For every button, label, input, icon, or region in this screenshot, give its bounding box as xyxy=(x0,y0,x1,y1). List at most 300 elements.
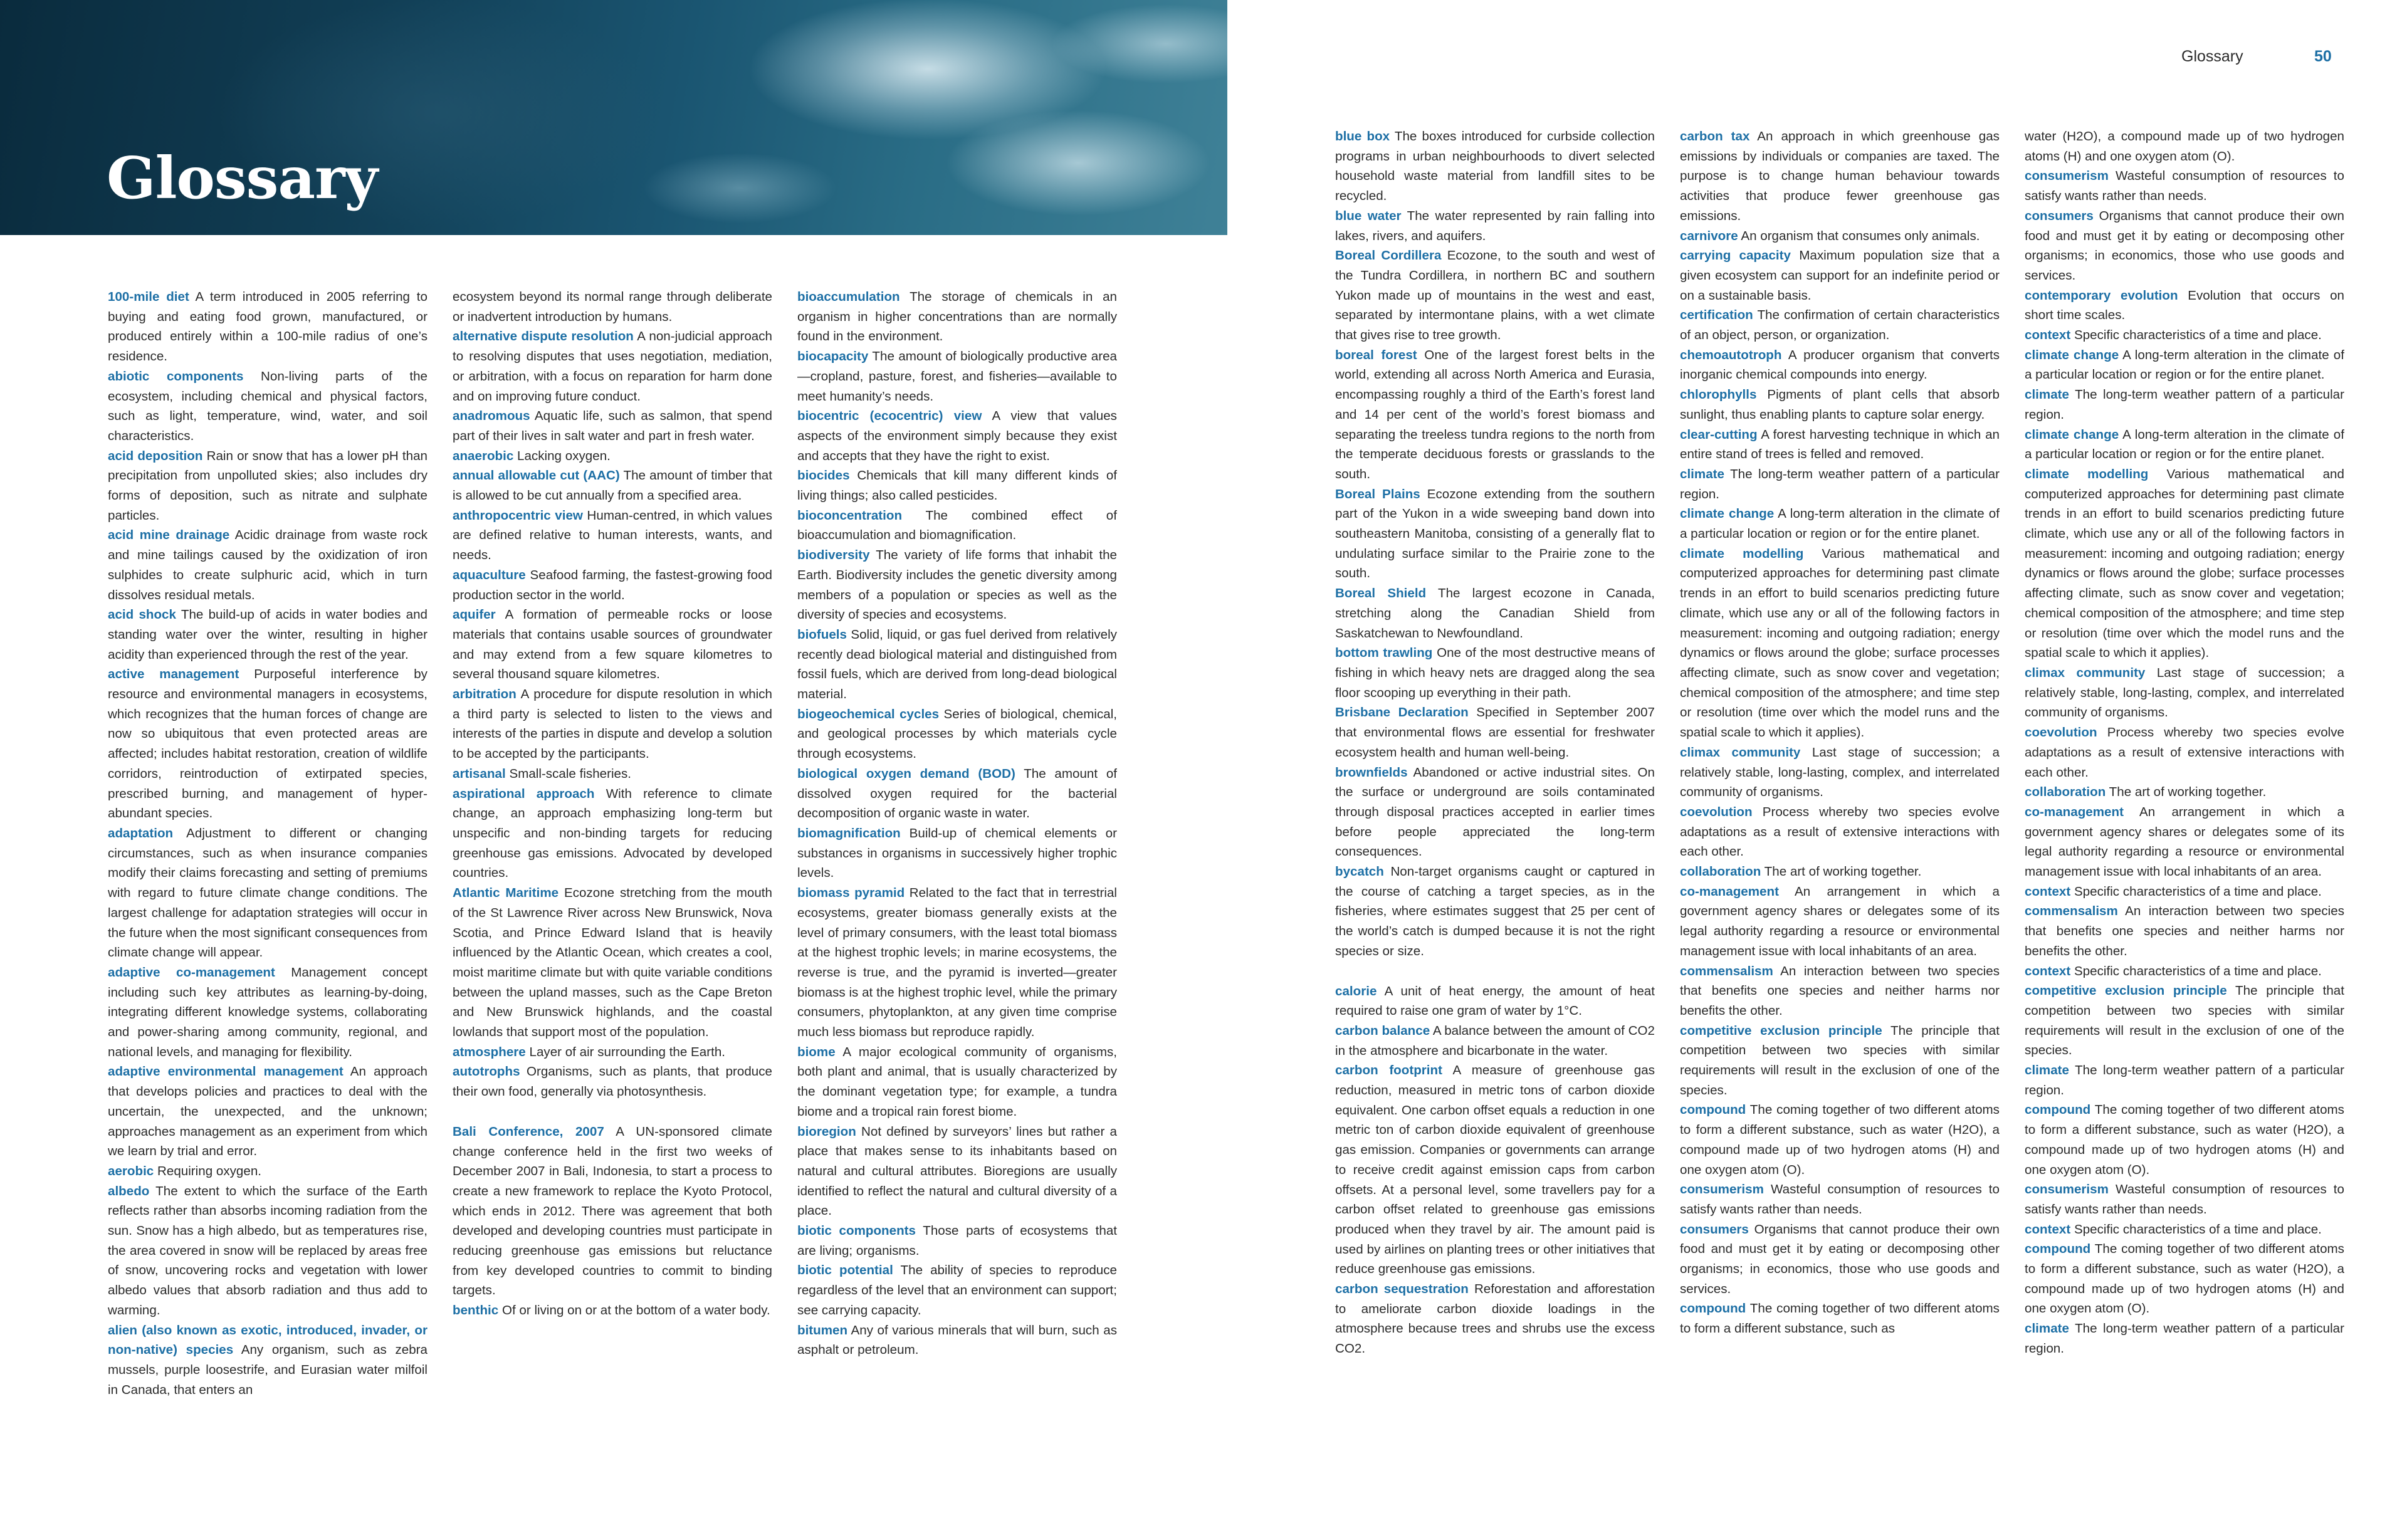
glossary-entry xyxy=(453,506,772,565)
glossary-definition: Evolution that occurs on short time scales. xyxy=(2025,288,2344,323)
glossary-term: Boreal Shield xyxy=(1335,586,1427,601)
glossary-entry xyxy=(1335,1021,1655,1061)
glossary-definition: Pigments of plant cells that absorb sunlight, thus enabling plants to capture solar energy. xyxy=(1680,387,2000,422)
glossary-entry xyxy=(1680,425,2000,464)
glossary-term: bioconcentration xyxy=(797,508,903,523)
glossary-term: chlorophylls xyxy=(1680,387,1757,402)
glossary-term: alternative dispute resolution xyxy=(453,329,634,344)
glossary-term: autotrophs xyxy=(453,1064,520,1079)
glossary-term: abiotic components xyxy=(108,369,244,384)
glossary-term: calorie xyxy=(1335,983,1377,998)
glossary-term: competitive exclusion principle xyxy=(2025,983,2227,998)
glossary-definition: A forest harvesting technique in which an entire stand of trees is felled and removed. xyxy=(1680,427,2000,462)
glossary-term: blue water xyxy=(1335,208,1402,223)
ocean-header-image xyxy=(0,0,1227,235)
glossary-definition: Any organism, such as zebra mussels, purple loosestrife, and Eurasian water milfoil in Canada, that enters an xyxy=(108,1343,427,1397)
glossary-definition: Specific characteristics of a time and place. xyxy=(2074,328,2322,343)
glossary-term: climate xyxy=(1680,466,1724,481)
glossary-entry xyxy=(453,1301,772,1321)
page-title: Glossary xyxy=(107,144,378,212)
glossary-entry xyxy=(797,883,1117,1042)
glossary-definition: Series of biological, chemical, and geological processes by which materials cycle through ecosystems. xyxy=(797,706,1117,762)
glossary-entry xyxy=(797,506,1117,545)
glossary-entry xyxy=(797,625,1117,705)
glossary-term: commensalism xyxy=(1680,963,1773,978)
glossary-definition: With reference to climate change, an approach emphasizing long-term but unspecific and non-binding targets for reducing greenhouse gas emissions. Advocated by developed countries. xyxy=(453,786,772,881)
glossary-entry xyxy=(2025,723,2344,782)
glossary-definition: Process whereby two species evolve adaptations as a result of extensive interactions with each other. xyxy=(1680,804,2000,859)
glossary-entry xyxy=(453,466,772,505)
glossary-entry xyxy=(2025,127,2344,166)
glossary-term: adaptive environmental management xyxy=(108,1064,343,1079)
glossary-definition: Various mathematical and computerized approaches for determining past climate trends in an effort to build scenarios predicting future climate, which use any or all of the following factors in measurement: incoming and outgoing radiation; energy dynamics or flows around the globe; surface processes affecting climate, such as snow cover and vegetation; chemical composition of the atmosphere; and time step or resolution (time over which the model runs and the spatial scale to which it applies). xyxy=(2025,466,2344,661)
glossary-entry xyxy=(1680,1100,2000,1180)
glossary-term: carrying capacity xyxy=(1680,248,1791,263)
glossary-entry xyxy=(108,1062,427,1161)
glossary-definition: One of the largest forest belts in the world, extending all across North America and Eurasia, encompassing roughly a third of the Earth’s forest land and 14 per cent of the world’s forest biomass and separating the treeless tundra regions to the north from the temperate deciduous forests or grasslands to the south. xyxy=(1335,347,1655,481)
glossary-term: biocides xyxy=(797,468,850,483)
glossary-term: co-management xyxy=(2025,804,2124,819)
glossary-entry xyxy=(1680,802,2000,862)
glossary-definition: A formation of permeable rocks or loose materials that contains usable sources of groundwater and may extend from a few square kilometres to several thousand square kilometres. xyxy=(453,607,772,682)
glossary-term: contemporary evolution xyxy=(2025,288,2178,303)
glossary-term: co-management xyxy=(1680,884,1779,899)
glossary-definition: The coming together of two different atoms to form a different substance, such as water (H2O), a compound made up of two hydrogen atoms (H) and one oxygen atom (O). xyxy=(1680,1103,2000,1177)
glossary-definition: A long-term alteration in the climate of a particular location or region or for the entire planet. xyxy=(2025,347,2344,382)
glossary-entry xyxy=(1335,982,1655,1021)
glossary-definition: The principle that competition between two species with similar requirements will result in the exclusion of one of the species. xyxy=(2025,983,2344,1058)
glossary-entry xyxy=(1680,226,2000,246)
glossary-term: aquaculture xyxy=(453,567,526,582)
glossary-entry xyxy=(1335,862,1655,961)
glossary-entry xyxy=(2025,882,2344,902)
glossary-definition: Specific characteristics of a time and place. xyxy=(2074,1222,2322,1237)
glossary-definition: Chemicals that kill many different kinds of living things; also called pesticides. xyxy=(797,468,1117,503)
glossary-entry xyxy=(108,367,427,446)
glossary-entry xyxy=(108,1321,427,1400)
glossary-entry xyxy=(2025,961,2344,982)
glossary-term: compound xyxy=(1680,1103,1746,1118)
glossary-term: alien (also known as exotic, introduced, invader, or non-native) species xyxy=(108,1323,427,1358)
glossary-entry xyxy=(453,605,772,684)
glossary-term: chemoautotroph xyxy=(1680,347,1782,362)
glossary-term: annual allowable cut (AAC) xyxy=(453,468,620,483)
glossary-entry xyxy=(1680,1299,2000,1338)
glossary-entry xyxy=(2025,286,2344,325)
glossary-definition: water (H2O), a compound made up of two hydrogen atoms (H) and one oxygen atom (O). xyxy=(2025,129,2344,164)
glossary-term: collaboration xyxy=(2025,785,2106,800)
glossary-definition: The ability of species to reproduce regardless of the level that an environment can support; see carrying capacity. xyxy=(797,1263,1117,1317)
glossary-term: carbon sequestration xyxy=(1335,1282,1469,1297)
glossary-entry xyxy=(2025,425,2344,464)
glossary-entry xyxy=(1335,1279,1655,1359)
glossary-definition: Ecozone stretching from the mouth of the St Lawrence River across New Brunswick, Nova Scotia, and Prince Edward Island that is heavily influenced by the Atlantic Ocean, which creates a cool, moist maritime climate but with quite variable conditions between the upland masses, such as the Cape Breton and New Brunswick highlands, and the coastal lowlands that support most of the population. xyxy=(453,886,772,1040)
glossary-definition: Rain or snow that has a lower pH than precipitation from unpolluted skies; also includes dry forms of deposition, such as nitrate and sulphate particles. xyxy=(108,448,427,523)
glossary-definition: A producer organism that converts inorganic chemical compounds into energy. xyxy=(1680,347,2000,382)
glossary-term: consumerism xyxy=(2025,169,2109,184)
glossary-entry xyxy=(2025,663,2344,723)
glossary-definition: The long-term weather pattern of a particular region. xyxy=(2025,1321,2344,1356)
glossary-term: carbon tax xyxy=(1680,129,1750,144)
glossary-entry xyxy=(453,1062,772,1101)
glossary-term: biotic potential xyxy=(797,1263,893,1278)
glossary-term: bottom trawling xyxy=(1335,646,1433,661)
glossary-term: biotic components xyxy=(797,1223,916,1239)
glossary-definition: Purposeful interference by resource and environmental managers in ecosystems, which recognizes that the human forces of change are now so ubiquitous that even protected areas are affected; includes habitat restoration, creation of wildlife corridors, reintroduction of extirpated species, prescribed burning, and management of hyper-abundant species. xyxy=(108,667,427,821)
glossary-definition: Last stage of succession; a relatively stable, long-lasting, complex, and interrelated community of organisms. xyxy=(2025,665,2344,720)
glossary-definition: Wasteful consumption of resources to satisfy wants rather than needs. xyxy=(2025,169,2344,204)
glossary-definition: The amount of biologically productive area—cropland, pasture, forest, and fisheries—available to meet humanity’s needs. xyxy=(797,349,1117,404)
glossary-term: acid mine drainage xyxy=(108,528,230,543)
glossary-entry xyxy=(2025,345,2344,385)
glossary-definition: A non-judicial approach to resolving disputes that uses negotiation, mediation, or arbitration, with a focus on reparation for harm done and on improving future conduct. xyxy=(453,329,772,404)
glossary-entry xyxy=(2025,1180,2344,1219)
glossary-definition: Of or living on or at the bottom of a water body. xyxy=(501,1303,770,1318)
glossary-entry xyxy=(1680,882,2000,961)
glossary-definition: Organisms, such as plants, that produce their own food, generally via photosynthesis. xyxy=(453,1064,772,1099)
glossary-definition: Last stage of succession; a relatively stable, long-lasting, complex, and interrelated community of organisms. xyxy=(1680,745,2000,800)
glossary-definition: Lacking oxygen. xyxy=(517,448,611,463)
glossary-term: climate change xyxy=(2025,427,2119,442)
glossary-entry xyxy=(1335,206,1655,246)
glossary-definition: The art of working together. xyxy=(1764,864,1922,879)
glossary-definition: A procedure for dispute resolution in which a third party is selected to listen to the views and interests of the parties in dispute and develop a solution to be accepted by the participants. xyxy=(453,687,773,762)
glossary-definition: Wasteful consumption of resources to satisfy wants rather than needs. xyxy=(1680,1182,2000,1217)
glossary-term: boreal forest xyxy=(1335,347,1417,362)
glossary-column-5 xyxy=(1680,127,2000,1339)
glossary-entry xyxy=(453,446,772,466)
glossary-term: Bali Conference, 2007 xyxy=(453,1124,604,1139)
glossary-definition: The confirmation of certain characteristics of an object, person, or organization. xyxy=(1680,308,2000,343)
glossary-definition: The coming together of two different atoms to form a different substance, such as water (H2O), a compound made up of two hydrogen atoms (H) and one oxygen atom (O). xyxy=(2025,1242,2344,1316)
glossary-definition: Non-target organisms caught or captured in the course of catching a target species, as in the fisheries, where estimates suggest that 25 per cent of the world’s catch is dumped because it is not the right species or size. xyxy=(1335,864,1655,958)
glossary-definition: The coming together of two different atoms to form a different substance, such as water (H2O), a compound made up of two hydrogen atoms (H) and one oxygen atom (O). xyxy=(2025,1103,2344,1177)
glossary-term: 100-mile diet xyxy=(108,290,189,304)
glossary-definition: Process whereby two species evolve adaptations as a result of extensive interactions with each other. xyxy=(2025,725,2344,780)
glossary-definition: Management concept including such key attributes as learning-by-doing, integrating different knowledge systems, collaborating and power-sharing among community, regional, and national levels, and managing for flexibility. xyxy=(108,965,427,1059)
glossary-entry xyxy=(2025,1239,2344,1319)
glossary-term: competitive exclusion principle xyxy=(1680,1023,1882,1038)
glossary-column-2 xyxy=(453,287,772,1321)
glossary-entry xyxy=(797,406,1117,466)
glossary-entry xyxy=(797,705,1117,764)
glossary-entry xyxy=(2025,782,2344,802)
glossary-term: aquifer xyxy=(453,607,496,622)
glossary-definition: Adjustment to different or changing circumstances, such as when insurance companies modify their claims forecasting and setting of premiums with regard to future climate change conditions. The largest challenge for adaptation strategies will occur in the future when the most significant consequences from climate change will appear. xyxy=(108,825,427,960)
glossary-term: biome xyxy=(797,1044,836,1059)
glossary-entry xyxy=(108,1161,427,1181)
glossary-term: context xyxy=(2025,884,2071,899)
glossary-definition: Reforestation and afforestation to ameliorate carbon dioxide loadings in the atmosphere because trees and shrubs use the excess CO2. xyxy=(1335,1282,1655,1356)
glossary-definition: A major ecological community of organisms, both plant and animal, that is usually characterized by the dominant vegetation type; for example, a tundra biome and a tropical rain forest biome. xyxy=(797,1044,1117,1119)
glossary-entry xyxy=(2025,901,2344,961)
glossary-term: bioaccumulation xyxy=(797,290,900,304)
glossary-term: carbon footprint xyxy=(1335,1063,1442,1078)
glossary-entry xyxy=(453,406,772,446)
glossary-term: aspirational approach xyxy=(453,786,595,801)
glossary-entry xyxy=(797,545,1117,625)
glossary-term: active management xyxy=(108,667,239,682)
glossary-entry xyxy=(797,1260,1117,1320)
glossary-entry xyxy=(453,684,772,764)
glossary-term: climate xyxy=(2025,387,2069,402)
glossary-definition: Solid, liquid, or gas fuel derived from relatively recently dead biological material and distinguished from fossil fuels, which are derived from long-dead biological material. xyxy=(797,627,1117,702)
glossary-definition: Build-up of chemical elements or substances in organisms in successively higher trophic levels. xyxy=(797,825,1117,881)
glossary-entry xyxy=(797,1122,1117,1222)
glossary-definition: A measure of greenhouse gas reduction, measured in metric tons of carbon dioxide equivalent. One carbon offset equals a reduction in one metric ton of carbon dioxide equivalent of greenhouse gas emission. Companies or governments can arrange to receive credit against emission caps from carbon offsets. At a personal level, some travellers pay for a carbon offset related to greenhouse gas emissions produced when they travel by air. The amount paid is used by airlines on planting trees or other initiatives that reduce greenhouse gas emissions. xyxy=(1335,1063,1655,1277)
glossary-definition: Seafood farming, the fastest-growing food production sector in the world. xyxy=(453,567,772,602)
glossary-definition: Small-scale fisheries. xyxy=(509,766,632,781)
glossary-term: atmosphere xyxy=(453,1044,526,1059)
glossary-entry xyxy=(1680,127,2000,226)
glossary-term: carbon balance xyxy=(1335,1023,1430,1038)
glossary-term: adaptive co-management xyxy=(108,965,275,980)
glossary-term: acid shock xyxy=(108,607,176,622)
glossary-entry xyxy=(1335,485,1655,584)
glossary-term: context xyxy=(2025,328,2071,343)
glossary-entry xyxy=(797,824,1117,883)
glossary-definition: A long-term alteration in the climate of a particular location or region or for the entire planet. xyxy=(1680,506,2000,542)
glossary-column-3 xyxy=(797,287,1117,1360)
glossary-definition: Specific characteristics of a time and place. xyxy=(2074,884,2322,899)
glossary-entry xyxy=(108,824,427,963)
glossary-definition: The largest ecozone in Canada, stretching along the Canadian Shield from Saskatchewan to Newfoundland. xyxy=(1335,586,1655,641)
glossary-term: coevolution xyxy=(1680,804,1753,819)
glossary-entry xyxy=(453,1042,772,1062)
glossary-entry xyxy=(2025,464,2344,663)
glossary-entry xyxy=(108,1181,427,1321)
glossary-term: consumerism xyxy=(1680,1182,1764,1197)
glossary-entry xyxy=(1335,584,1655,643)
glossary-term: acid deposition xyxy=(108,448,203,463)
glossary-definition: One of the most destructive means of fishing in which heavy nets are dragged along the sea floor scooping up everything in their path. xyxy=(1335,646,1655,700)
glossary-term: consumerism xyxy=(2025,1182,2109,1197)
glossary-term: Atlantic Maritime xyxy=(453,886,559,901)
glossary-entry xyxy=(1335,345,1655,485)
glossary-definition: The build-up of acids in water bodies and standing water over the winter, resulting in higher acidity than experienced through the rest of the year. xyxy=(108,607,427,662)
glossary-term: certification xyxy=(1680,308,1753,323)
glossary-entry xyxy=(1335,127,1655,206)
glossary-definition: The amount of timber that is allowed to be cut annually from a specified area. xyxy=(453,468,772,503)
glossary-column-6 xyxy=(2025,127,2344,1359)
glossary-definition: The amount of dissolved oxygen required for the bacterial decomposition of organic waste in water. xyxy=(797,766,1117,821)
glossary-entry xyxy=(108,525,427,605)
glossary-term: compound xyxy=(2025,1103,2091,1118)
running-head: Glossary xyxy=(2181,48,2243,65)
glossary-term: context xyxy=(2025,963,2071,978)
glossary-entry xyxy=(1335,1061,1655,1279)
glossary-term: bioregion xyxy=(797,1124,856,1139)
glossary-entry xyxy=(797,466,1117,505)
glossary-definition: An interaction between two species that benefits one species and neither harms nor benefits the other. xyxy=(1680,963,2000,1018)
glossary-entry xyxy=(797,287,1117,347)
glossary-definition: A unit of heat energy, the amount of heat required to raise one gram of water by 1°C. xyxy=(1335,983,1655,1019)
glossary-entry xyxy=(1680,1021,2000,1101)
glossary-term: consumers xyxy=(2025,208,2094,223)
glossary-entry xyxy=(1680,1180,2000,1219)
glossary-term: biofuels xyxy=(797,627,847,642)
glossary-entry xyxy=(108,446,427,526)
glossary-entry xyxy=(453,784,772,884)
glossary-entry xyxy=(453,327,772,406)
glossary-definition: The long-term weather pattern of a particular region. xyxy=(1680,466,2000,501)
glossary-definition: Not defined by surveyors’ lines but rather a place that makes sense to its inhabitants based on natural and cultural attributes. Bioregions are usually identified to reflect the natural and cultural diversity of a place. xyxy=(797,1124,1118,1218)
glossary-term: biocentric (ecocentric) view xyxy=(797,409,982,424)
glossary-entry xyxy=(2025,1100,2344,1180)
glossary-definition: Those parts of ecosystems that are living; organisms. xyxy=(797,1223,1117,1258)
glossary-definition: Wasteful consumption of resources to satisfy wants rather than needs. xyxy=(2025,1182,2344,1217)
glossary-term: biomass pyramid xyxy=(797,886,905,901)
glossary-term: albedo xyxy=(108,1183,150,1198)
glossary-entry xyxy=(1335,703,1655,762)
glossary-entry xyxy=(108,605,427,664)
glossary-definition: The storage of chemicals in an organism in higher concentrations than are normally found in the environment. xyxy=(797,290,1117,344)
glossary-entry xyxy=(2025,166,2344,206)
glossary-definition: Related to the fact that in terrestrial ecosystems, greater biomass generally exists at the level of primary consumers, with the least total biomass at the highest trophic levels; in marine ecosystems, the reverse is true, and the pyramid is inverted—greater biomass is at the highest trophic level, while the primary consumers, phytoplankton, at any given time comprise much less biomass but reproduce rapidly. xyxy=(797,886,1117,1040)
glossary-entry xyxy=(1680,385,2000,424)
glossary-definition: Requiring oxygen. xyxy=(157,1163,261,1178)
glossary-term: climax community xyxy=(1680,745,1801,760)
glossary-term: Boreal Cordillera xyxy=(1335,248,1442,263)
glossary-entry xyxy=(1680,504,2000,543)
glossary-entry xyxy=(1680,464,2000,504)
glossary-term: aerobic xyxy=(108,1163,154,1178)
glossary-term: carnivore xyxy=(1680,228,1738,243)
glossary-term: biological oxygen demand (BOD) xyxy=(797,766,1015,781)
glossary-term: biomagnification xyxy=(797,825,901,841)
glossary-term: compound xyxy=(2025,1242,2091,1257)
glossary-entry xyxy=(1335,643,1655,703)
glossary-entry xyxy=(108,664,427,824)
glossary-entry xyxy=(1680,345,2000,385)
glossary-entry xyxy=(797,764,1117,824)
glossary-entry xyxy=(797,1221,1117,1260)
glossary-entry xyxy=(2025,325,2344,345)
glossary-term: Brisbane Declaration xyxy=(1335,705,1469,720)
glossary-term: climate change xyxy=(1680,506,1775,521)
glossary-definition: The extent to which the surface of the Earth reflects rather than absorbs incoming radiation from the sun. Snow has a high albedo, but as temperatures rise, the area covered in snow will be replaced by areas free of snow, uncovering rocks and vegetation with lower albedo values that absorb radiation and thus add to warming. xyxy=(108,1183,428,1317)
glossary-entry xyxy=(453,1122,772,1301)
glossary-entry xyxy=(1335,763,1655,862)
glossary-definition: An arrangement in which a government agency shares or delegates some of its legal authority regarding a resource or environmental management issue with local inhabitants of an area. xyxy=(1680,884,2000,958)
glossary-definition: An arrangement in which a government agency shares or delegates some of its legal authority regarding a resource or environmental management issue with local inhabitants of an area. xyxy=(2025,804,2344,879)
glossary-term: Boreal Plains xyxy=(1335,486,1420,501)
glossary-term: anthropocentric view xyxy=(453,508,583,523)
glossary-entry xyxy=(2025,385,2344,424)
glossary-definition: An approach in which greenhouse gas emissions by individuals or companies are taxed. The purpose is to change human behaviour towards activities that produce fewer greenhouse gas emissions. xyxy=(1680,129,2000,223)
entry-spacer xyxy=(453,1102,772,1122)
glossary-definition: The variety of life forms that inhabit the Earth. Biodiversity includes the genetic diversity among members of a population or species as well as the diversity of species and ecosystems. xyxy=(797,548,1117,622)
glossary-definition: The coming together of two different atoms to form a different substance, such as xyxy=(1680,1301,2000,1336)
glossary-entry xyxy=(2025,1220,2344,1240)
glossary-entry xyxy=(797,347,1117,406)
glossary-term: climate modelling xyxy=(1680,546,1804,561)
glossary-term: adaptation xyxy=(108,825,174,841)
glossary-entry xyxy=(797,1042,1117,1122)
glossary-term: compound xyxy=(1680,1301,1746,1316)
glossary-term: biocapacity xyxy=(797,349,869,364)
glossary-entry xyxy=(453,883,772,1042)
glossary-definition: Specified in September 2007 that environmental flows are essential for freshwater ecosystem health and human well-being. xyxy=(1335,705,1655,760)
glossary-definition: The boxes introduced for curbside collection programs in urban neighbourhoods to divert selected household waste material from landfill sites to be recycled. xyxy=(1335,129,1655,204)
glossary-definition: A long-term alteration in the climate of a particular location or region or for the entire planet. xyxy=(2025,427,2344,462)
glossary-term: commensalism xyxy=(2025,904,2118,919)
glossary-entry xyxy=(2025,981,2344,1061)
glossary-term: biodiversity xyxy=(797,548,870,563)
glossary-definition: Layer of air surrounding the Earth. xyxy=(529,1044,726,1059)
glossary-entry xyxy=(453,565,772,605)
glossary-definition: Organisms that cannot produce their own food and must get it by eating or decomposing other organisms; in economics, those who use goods and services. xyxy=(2025,208,2344,283)
glossary-term: coevolution xyxy=(2025,725,2097,740)
entry-spacer xyxy=(1335,961,1655,982)
glossary-term: artisanal xyxy=(453,766,506,781)
glossary-definition: Any of various minerals that will burn, such as asphalt or petroleum. xyxy=(797,1323,1117,1358)
glossary-term: anadromous xyxy=(453,409,530,424)
glossary-term: climate xyxy=(2025,1321,2069,1336)
glossary-entry xyxy=(1680,862,2000,882)
glossary-definition: The principle that competition between two species with similar requirements will result in the exclusion of one of the species. xyxy=(1680,1023,2000,1097)
glossary-entry xyxy=(108,287,427,367)
glossary-definition: Maximum population size that a given ecosystem can support for an indefinite period or on a sustainable basis. xyxy=(1680,248,2000,303)
glossary-term: climate change xyxy=(2025,347,2119,362)
glossary-term: brownfields xyxy=(1335,765,1408,780)
glossary-entry xyxy=(1680,961,2000,1021)
glossary-definition: Ecozone, to the south and west of the Tundra Cordillera, in northern BC and southern Yukon made up of mountains in the west and east, separated by intermontane plains, with a wet climate that gives rise to tree growth. xyxy=(1335,248,1655,343)
glossary-definition: The long-term weather pattern of a particular region. xyxy=(2025,1063,2344,1097)
glossary-definition: Aquatic life, such as salmon, that spend part of their lives in salt water and part in fresh water. xyxy=(453,409,772,443)
glossary-term: benthic xyxy=(453,1303,499,1318)
glossary-definition: The art of working together. xyxy=(2109,785,2267,800)
glossary-definition: Non-living parts of the ecosystem, including chemical and physical factors, such as light, temperature, wind, water, and soil characteristics. xyxy=(108,369,427,443)
glossary-entry xyxy=(797,1321,1117,1360)
glossary-entry xyxy=(1680,743,2000,802)
glossary-entry xyxy=(453,764,772,784)
glossary-definition: The long-term weather pattern of a particular region. xyxy=(2025,387,2344,422)
glossary-definition: An approach that develops policies and practices to deal with the uncertain, the unexpected, and the unknown; approaches management as an experiment from which we learn by trial and error. xyxy=(108,1064,427,1159)
glossary-definition: Various mathematical and computerized approaches for determining past climate trends in an effort to build scenarios predicting future climate, which use any or all of the following factors in measurement: incoming and outgoing radiation; energy dynamics or flows around the globe; surface processes affecting climate, such as snow cover and vegetation; chemical composition of the atmosphere; and time step or resolution (time over which the model runs and the spatial scale to which it applies). xyxy=(1680,546,2000,740)
glossary-column-1 xyxy=(108,287,427,1400)
glossary-definition: Abandoned or active industrial sites. On the surface or underground are soils contaminated through disposal practices accepted in earlier times before people appreciated the long-term consequences. xyxy=(1335,765,1655,859)
glossary-entry xyxy=(2025,1319,2344,1358)
glossary-entry xyxy=(2025,206,2344,286)
glossary-definition: A term introduced in 2005 referring to buying and eating food grown, manufactured, or produced entirely within a 100-mile radius of one’s residence. xyxy=(108,290,427,364)
glossary-term: bycatch xyxy=(1335,864,1384,879)
glossary-definition: A UN-sponsored climate change conference held in the first two weeks of December 2007 in Bali, Indonesia, to start a process to create a new framework to replace the Kyoto Protocol, which ends in 2012. There was agreement that both developed and developing countries must participate in reducing greenhouse gas emissions but reluctance from key developed countries to commit to binding targets. xyxy=(453,1124,773,1298)
glossary-term: climax community xyxy=(2025,665,2146,680)
glossary-definition: A balance between the amount of CO2 in the atmosphere and bicarbonate in the water. xyxy=(1335,1023,1655,1058)
glossary-entry xyxy=(2025,802,2344,882)
glossary-term: bitumen xyxy=(797,1323,848,1338)
glossary-entry xyxy=(2025,1061,2344,1100)
glossary-term: arbitration xyxy=(453,687,517,702)
glossary-entry xyxy=(108,963,427,1062)
glossary-definition: An organism that consumes only animals. xyxy=(1741,228,1980,243)
glossary-definition: An interaction between two species that benefits one species and neither harms nor benefits the other. xyxy=(2025,904,2344,958)
glossary-column-4 xyxy=(1335,127,1655,1359)
glossary-definition: Specific characteristics of a time and place. xyxy=(2074,963,2322,978)
glossary-term: consumers xyxy=(1680,1222,1749,1237)
glossary-term: anaerobic xyxy=(453,448,514,463)
glossary-term: clear-cutting xyxy=(1680,427,1758,442)
glossary-term: blue box xyxy=(1335,129,1390,144)
glossary-definition: Acidic drainage from waste rock and mine tailings caused by the oxidization of iron sulphides to create sulphuric acid, which in turn dissolves residual metals. xyxy=(108,528,427,602)
glossary-entry xyxy=(1680,544,2000,743)
glossary-definition: Ecozone extending from the southern part of the Yukon in a wide sweeping band down into southeastern Manitoba, consisting of a generally flat to undulating surface similar to the Prairie zone to the south. xyxy=(1335,486,1655,581)
glossary-term: climate xyxy=(2025,1063,2069,1078)
glossary-definition: Human-centred, in which values are defined relative to human interests, wants, and needs. xyxy=(453,508,772,563)
glossary-definition: The water represented by rain falling into lakes, rivers, and aquifers. xyxy=(1335,208,1655,243)
glossary-entry xyxy=(1335,246,1655,345)
